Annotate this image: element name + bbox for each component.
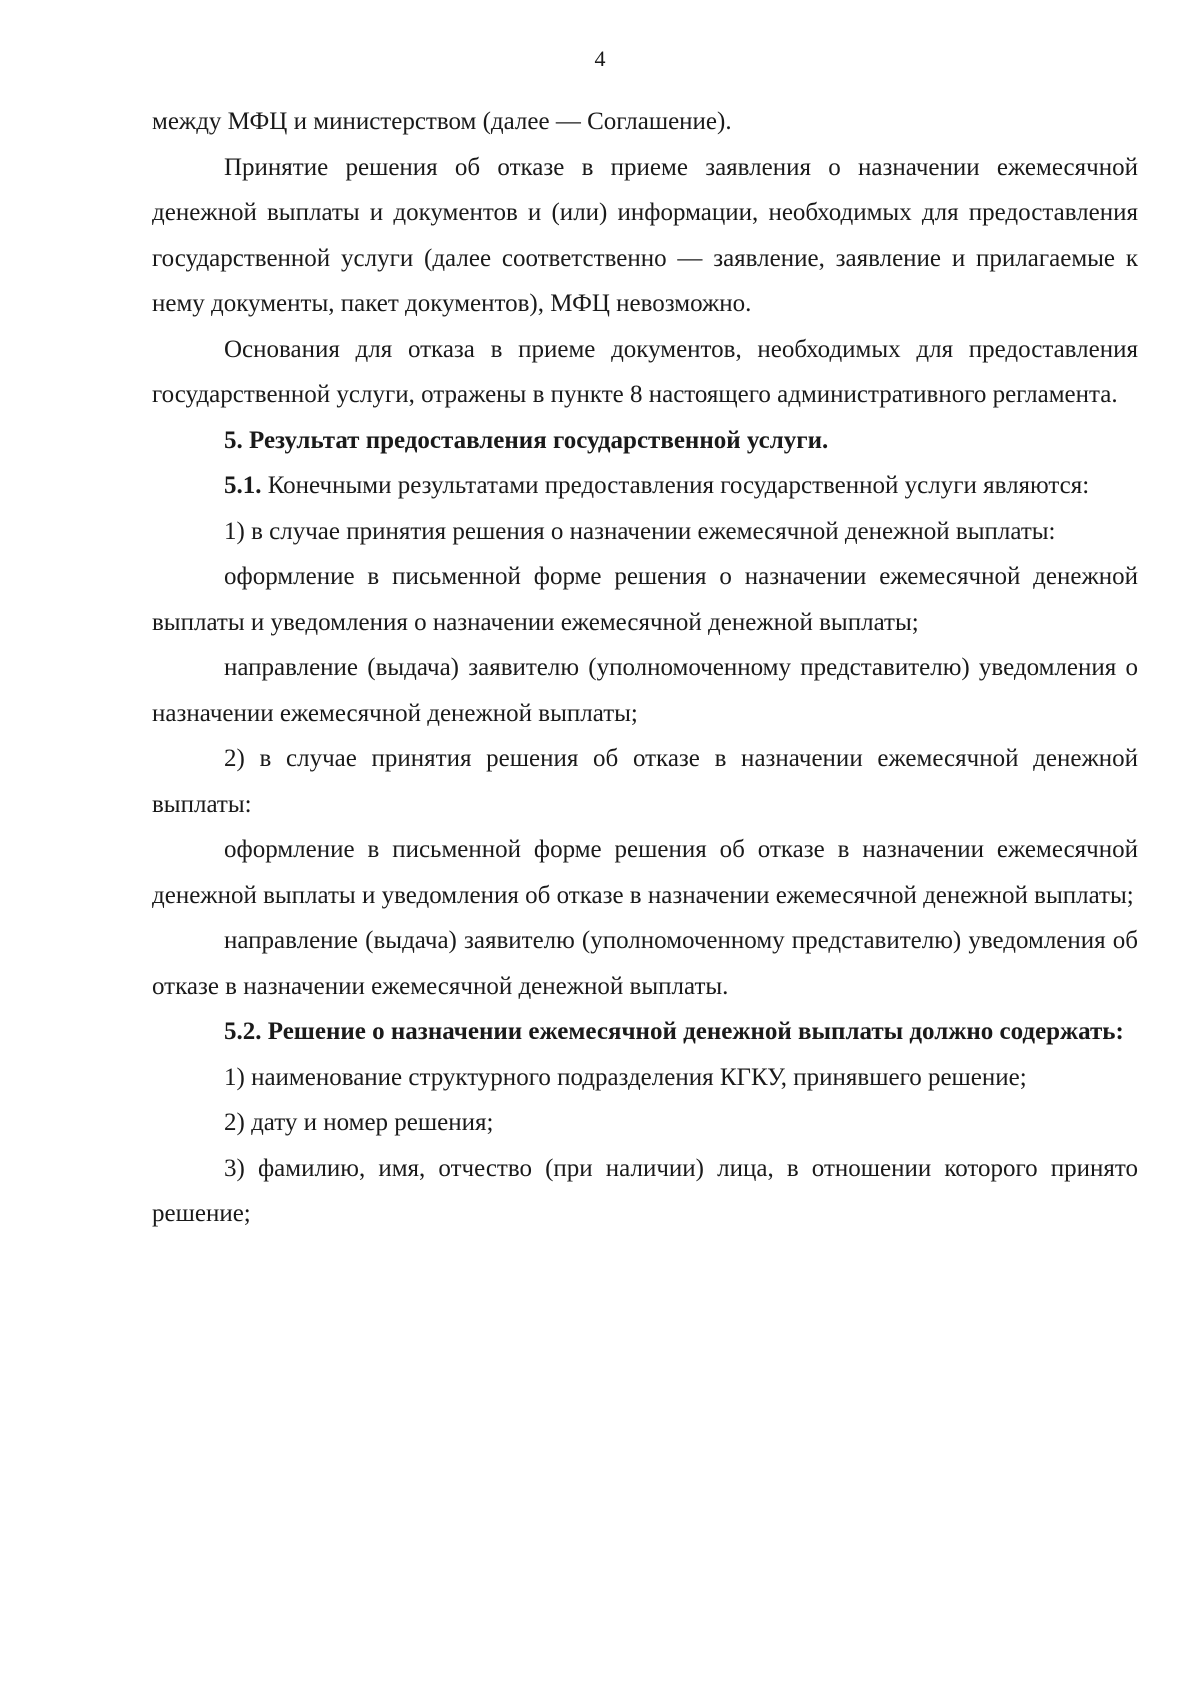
paragraph: между МФЦ и министерством (далее — Соглашение).: [152, 108, 732, 135]
paragraph: оформление в письменной форме решения о назначении ежемесячной денежной выплаты и уведомления о назначении ежемесячной денежной выплаты;: [152, 563, 1138, 636]
section-heading: 5. Результат предоставления государственной услуги.: [224, 426, 829, 454]
paragraph: оформление в письменной форме решения об отказе в назначении ежемесячной денежной выплаты и уведомления об отказе в назначении ежемесячной денежной выплаты;: [152, 836, 1138, 909]
page-number: 4: [594, 46, 606, 71]
clause-text: Конечными результатами предоставления государственной услуги являются:: [261, 472, 1090, 499]
list-item: 1) в случае принятия решения о назначении ежемесячной денежной выплаты:: [224, 517, 1056, 545]
document-body: [152, 99, 1138, 1237]
paragraph: Принятие решения об отказе в приеме заявления о назначении ежемесячной денежной выплаты и документов и (или) информации, необходимых для предоставления государственной услуги (далее соответственно — заявление, заявление и прилагаемые к нему документы, пакет документов), МФЦ невозможно.: [152, 153, 1138, 317]
paragraph: направление (выдача) заявителю (уполномоченному представителю) уведомления о назначении ежемесячной денежной выплаты;: [152, 654, 1138, 727]
paragraph: направление (выдача) заявителю (уполномоченному представителю) уведомления об отказе в назначении ежемесячной денежной выплаты.: [152, 927, 1138, 1000]
list-item: 3) фамилию, имя, отчество (при наличии) лица, в отношении которого принято решение;: [152, 1154, 1138, 1227]
paragraph: [152, 463, 1138, 509]
list-item: 2) дату и номер решения;: [224, 1109, 494, 1136]
clause-number: 5.1.: [224, 472, 262, 499]
list-item: 2) в случае принятия решения об отказе в назначении ежемесячной денежной выплаты:: [152, 745, 1138, 818]
paragraph: Основания для отказа в приеме документов, необходимых для предоставления государственной услуги, отражены в пункте 8 настоящего административного регламента.: [152, 335, 1138, 408]
list-item: 1) наименование структурного подразделения КГКУ, принявшего решение;: [224, 1063, 1027, 1091]
section-heading: 5.2. Решение о назначении ежемесячной денежной выплаты должно содержать:: [224, 1018, 1124, 1045]
